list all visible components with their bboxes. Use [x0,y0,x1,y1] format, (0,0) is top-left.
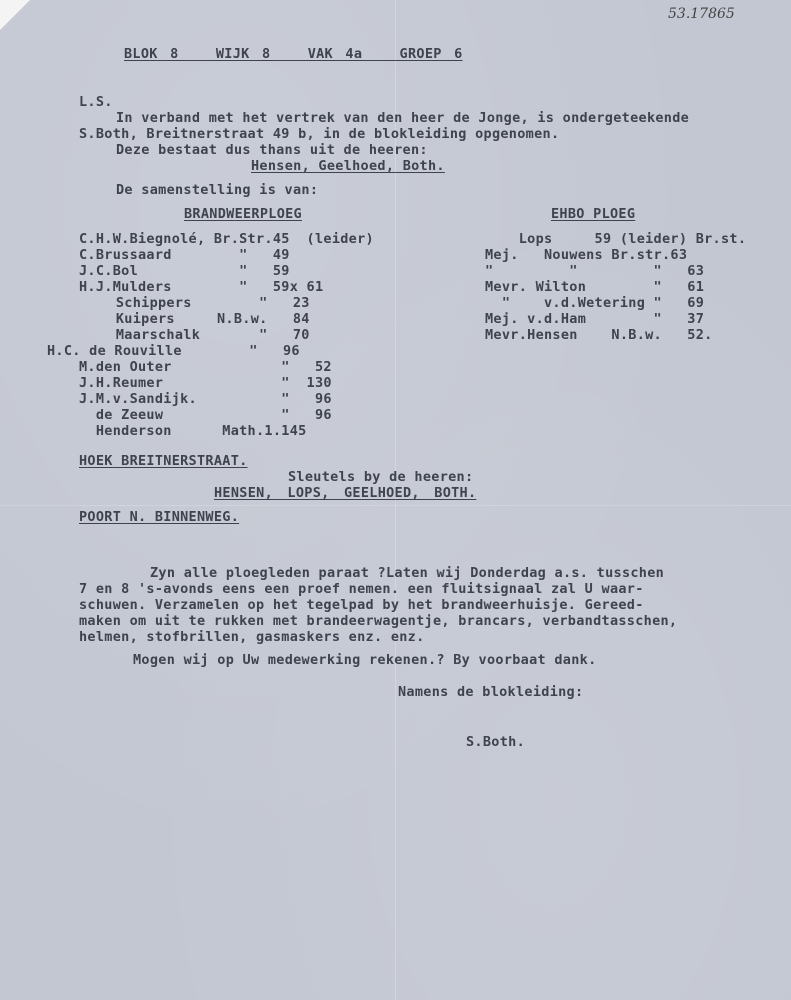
hoek-heading: HOEK BREITNERSTRAAT. [79,453,248,469]
closing-line: Mogen wij op Uw medewerking rekenen.? By voorbaat dank. [133,652,597,668]
signature-on-behalf: Namens de blokleiding: [398,684,584,700]
brandweer-row: Schippers " 23 [99,295,310,311]
ehbo-row: Mevr. Wilton " 61 [485,279,705,295]
body-line: Deze bestaat dus thans uit de heeren: [116,142,428,158]
closing-line: Zyn alle ploegleden paraat ?Laten wij Donderdag a.s. tusschen [150,565,665,581]
closing-line: 7 en 8 's-avonds eens een proef nemen. een fluitsignaal zal U waar- [79,581,644,597]
brandweer-row: C.H.W.Biegnolé, Br.Str.45 (leider) [79,231,374,247]
brandweer-row: Maarschalk " 70 [99,327,310,343]
brandweer-row: Henderson Math.1.145 [79,423,307,439]
body-line: In verband met het vertrek van den heer de Jonge, is ondergeteekende [116,110,690,126]
brandweer-row: H.J.Mulders " 59x 61 [79,279,324,295]
signature-name: S.Both. [466,734,525,750]
brandweer-row: de Zeeuw " 96 [79,407,332,423]
closing-line: schuwen. Verzamelen op het tegelpad by het brandweerhuisje. Gereed- [79,597,644,613]
closing-line: helmen, stofbrillen, gasmaskers enz. enz. [79,629,425,645]
ehbo-row: Lops 59 (leider) Br.st. [485,231,747,247]
ehbo-row: Mej. v.d.Ham " 37 [485,311,705,327]
salutation: L.S. [79,94,113,110]
header-line: BLOK 8 WIJK 8 VAK 4a GROEP 6 [124,46,463,62]
sleutels-label: Sleutels by de heeren: [288,469,474,485]
sleutels-names: HENSEN, LOPS, GEELHOED, BOTH. [214,485,477,501]
blokleiding-names: Hensen, Geelhoed, Both. [251,158,445,174]
ehbo-row: Mej. Nouwens Br.str.63 [485,247,688,263]
torn-corner [0,0,30,30]
brandweer-title: BRANDWEERPLOEG [184,206,302,222]
brandweer-row: J.M.v.Sandijk. " 96 [79,391,332,407]
ehbo-row: Mevr.Hensen N.B.w. 52. [485,327,713,343]
brandweer-row: H.C. de Rouville " 96 [47,343,300,359]
brandweer-row: J.C.Bol " 59 [79,263,290,279]
archive-reference: 53.17865 [668,6,735,22]
ehbo-title: EHBO PLOEG [551,206,636,222]
body-line: De samenstelling is van: [116,182,319,198]
brandweer-row: Kuipers N.B.w. 84 [99,311,310,327]
brandweer-row: M.den Outer " 52 [79,359,332,375]
fold-line-horizontal [0,505,791,506]
brandweer-row: J.H.Reumer " 130 [79,375,332,391]
body-line: S.Both, Breitnerstraat 49 b, in de blokleiding opgenomen. [79,126,560,142]
poort-heading: POORT N. BINNENWEG. [79,509,240,525]
ehbo-row: " " " 63 [485,263,705,279]
closing-line: maken om uit te rukken met brandeerwagentje, brancars, verbandtasschen, [79,613,678,629]
brandweer-row: C.Brussaard " 49 [79,247,290,263]
ehbo-row: " v.d.Wetering " 69 [485,295,705,311]
